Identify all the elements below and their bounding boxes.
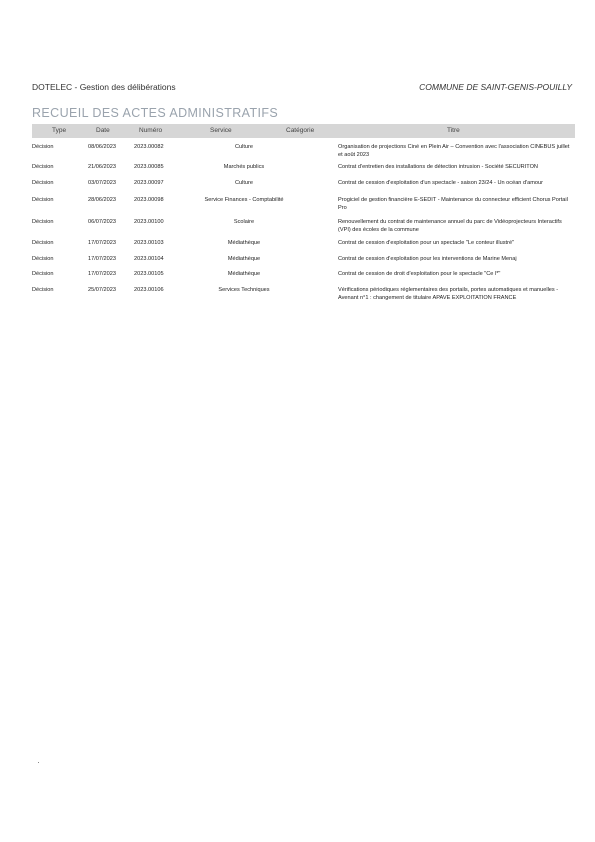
cell-titre: Progiciel de gestion financière E-SEDIT - Maintenance du connecteur efficient Chorus Portail Pro [338, 197, 568, 211]
recueil-title: RECUEIL DES ACTES ADMINISTRATIFS [32, 106, 279, 120]
cell-numero: 2023.00100 [134, 219, 164, 225]
cell-titre: Organisation de projections Ciné en Plein Air – Convention avec l'association CINEBUS juillet et août 2023 [338, 144, 570, 158]
column-header-numero: Numéro [139, 127, 163, 134]
cell-numero: 2023.00106 [134, 287, 164, 293]
cell-type: Décision [32, 287, 54, 293]
cell-titre: Contrat d'entretien des installations de détection intrusion - Société SECURITON [338, 164, 538, 170]
column-header-service: Service [210, 127, 232, 134]
cell-date: 28/06/2023 [88, 197, 116, 203]
column-header-titre: Titre [447, 127, 460, 134]
cell-titre: Contrat de cession de droit d'exploitation pour le spectacle "Ce l*" [338, 271, 501, 277]
cell-type: Décision [32, 144, 54, 150]
cell-date: 17/07/2023 [88, 271, 116, 277]
cell-service: Scolaire [233, 219, 255, 225]
cell-type: Décision [32, 180, 54, 186]
cell-titre: Contrat de cession d'exploitation pour les interventions de Marine Menaj [338, 256, 517, 262]
commune-name: COMMUNE DE SAINT-GENIS-POUILLY [419, 82, 572, 92]
table-header [32, 124, 575, 138]
cell-type: Décision [32, 197, 54, 203]
cell-titre: Contrat de cession d'exploitation d'un spectacle - saison 23/24 - Un océan d'amour [338, 180, 544, 186]
column-header-date: Date [96, 127, 110, 134]
cell-titre: Renouvellement du contrat de maintenance annuel du parc de Vidéoprojecteurs Interactifs (VPI) des écoles de la commune [338, 219, 562, 233]
cell-type: Décision [32, 164, 54, 170]
cell-numero: 2023.00098 [134, 197, 164, 203]
column-header-type: Type [52, 127, 67, 134]
cell-date: 21/06/2023 [88, 164, 116, 170]
cell-date: 17/07/2023 [88, 256, 116, 262]
cell-numero: 2023.00103 [134, 240, 164, 246]
cell-service: Médiathèque [227, 256, 261, 262]
cell-service: Médiathèque [227, 271, 261, 277]
cell-service: Médiathèque [227, 240, 261, 246]
cell-service: Service Finances - Comptabilité [204, 197, 284, 203]
cell-type: Décision [32, 219, 54, 225]
column-header-categorie: Catégorie [286, 127, 315, 134]
cell-service: Culture [234, 180, 254, 186]
cell-numero: 2023.00105 [134, 271, 164, 277]
app-title: DOTELEC - Gestion des délibérations [32, 82, 176, 92]
cell-titre: Contrat de cession d'exploitation pour un spectacle "Le conteur illustré" [338, 240, 515, 246]
cell-titre: Vérifications périodiques réglementaires des portails, portes automatiques et manuelles - Avenant n°1 : changement de titulaire APAVE EXPLOITATION FRANCE [338, 287, 559, 301]
cell-date: 17/07/2023 [88, 240, 116, 246]
cell-type: Décision [32, 256, 54, 262]
cell-date: 03/07/2023 [88, 180, 116, 186]
cell-type: Décision [32, 271, 54, 277]
cell-date: 25/07/2023 [88, 287, 116, 293]
cell-type: Décision [32, 240, 54, 246]
cell-service: Services Techniques [218, 287, 270, 293]
cell-numero: 2023.00104 [134, 256, 164, 262]
page-header [32, 82, 572, 96]
cell-numero: 2023.00097 [134, 180, 164, 186]
cell-service: Culture [234, 144, 254, 150]
cell-numero: 2023.00085 [134, 164, 164, 170]
scan-speck [38, 762, 39, 763]
cell-date: 06/07/2023 [88, 219, 116, 225]
cell-date: 08/06/2023 [88, 144, 116, 150]
cell-service: Marchés publics [223, 164, 265, 170]
cell-numero: 2023.00082 [134, 144, 164, 150]
